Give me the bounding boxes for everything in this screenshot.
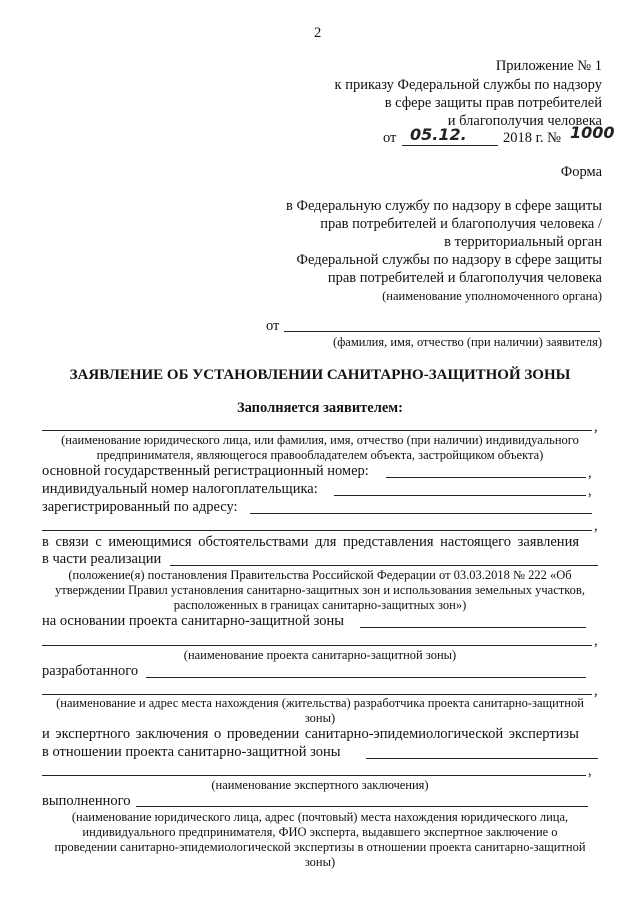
appendix-line-1: Приложение № 1	[495, 58, 602, 74]
appendix-line-2: к приказу Федеральной службы по надзору	[334, 77, 602, 93]
ogrn-field[interactable]	[386, 477, 586, 478]
addressee-line-2: прав потребителей и благополучия человека /	[320, 216, 602, 232]
inn-label: индивидуальный номер налогоплательщика:	[42, 481, 318, 497]
developer-caption-2: зоны)	[304, 711, 336, 725]
address-label: зарегистрированный по адресу:	[42, 499, 238, 515]
address-comma: ,	[594, 518, 598, 534]
circumstances-line-2: в части реализации	[42, 551, 162, 567]
applicant-name-field[interactable]	[42, 430, 592, 431]
ogrn-comma: ,	[588, 465, 592, 481]
expertise-field-1[interactable]	[366, 758, 598, 759]
year-text: 2018 г. №	[503, 130, 562, 146]
addressee-line-4: Федеральной службы по надзору в сфере защиты	[296, 252, 602, 268]
project-caption: (наименование проекта санитарно-защитной зоны)	[183, 648, 457, 662]
from-label: от	[266, 318, 280, 334]
project-field-1[interactable]	[360, 627, 586, 628]
performer-caption-3: проведении санитарно-эпидемиологической экспертизы в отношении проекта санитарно-защитной	[54, 840, 586, 854]
project-comma: ,	[594, 633, 598, 649]
appendix-line-3: в сфере защиты прав потребителей	[384, 95, 602, 111]
developed-label: разработанного	[42, 663, 139, 679]
expertise-field-2[interactable]	[42, 775, 586, 776]
addressee-line-5: прав потребителей и благополучия человека	[327, 270, 602, 286]
developer-field-2[interactable]	[42, 694, 592, 695]
addressee-line-1: в Федеральную службу по надзору в сфере защиты	[286, 198, 602, 214]
document-subtitle: Заполняется заявителем:	[236, 400, 404, 416]
expertise-line-2: в отношении проекта санитарно-защитной зоны	[42, 744, 341, 760]
performed-label: выполненного	[42, 793, 131, 809]
expertise-comma: ,	[588, 763, 592, 779]
inn-comma: ,	[588, 483, 592, 499]
performer-field[interactable]	[136, 806, 588, 807]
circumstances-caption-3: расположенных в границах санитарно-защитных зон»)	[173, 598, 467, 612]
expertise-line-1: и экспертного заключения о проведении санитарно-эпидемиологической экспертизы	[42, 726, 579, 742]
developer-comma: ,	[594, 683, 598, 699]
addressee-line-3: в территориальный орган	[444, 234, 602, 250]
from-caption: (фамилия, имя, отчество (при наличии) заявителя)	[333, 335, 602, 349]
project-field-2[interactable]	[42, 645, 592, 646]
applicant-caption-1: (наименование юридического лица, или фамилия, имя, отчество (при наличии) индивидуального	[61, 433, 579, 447]
from-field[interactable]	[284, 331, 600, 332]
form-label: Форма	[560, 164, 602, 180]
address-field-2[interactable]	[42, 530, 592, 531]
project-basis-label: на основании проекта санитарно-защитной зоны	[42, 613, 344, 629]
performer-caption-2: индивидуального предпринимателя, ФИО эксперта, выдавшего экспертное заключение о	[82, 825, 558, 839]
date-prefix: от	[383, 130, 397, 146]
expertise-caption: (наименование экспертного заключения)	[211, 778, 429, 792]
inn-field[interactable]	[334, 495, 586, 496]
page-number: 2	[314, 25, 322, 41]
ogrn-label: основной государственный регистрационный номер:	[42, 463, 369, 479]
applicant-comma: ,	[594, 419, 598, 435]
circumstances-caption-2: утверждении Правил установления санитарно-защитных зон и использования земельных участков,	[55, 583, 585, 597]
developer-caption-1: (наименование и адрес места нахождения (жительства) разработчика проекта санитарно-защитной	[56, 696, 584, 710]
address-field-1[interactable]	[250, 513, 592, 514]
performer-caption-4: зоны)	[304, 855, 336, 869]
appendix-line-4: и благополучия человека	[447, 113, 602, 129]
circumstances-line-1: в связи с имеющимися обстоятельствами для представления настоящего заявления	[42, 534, 579, 550]
date-underline	[402, 145, 498, 146]
document-title: ЗАЯВЛЕНИЕ ОБ УСТАНОВЛЕНИИ САНИТАРНО-ЗАЩИТНОЙ ЗОНЫ	[69, 367, 571, 383]
applicant-caption-2: предпринимателя, являющегося правообладателем объекта, застройщиком объекта)	[96, 448, 544, 462]
addressee-caption: (наименование уполномоченного органа)	[382, 289, 602, 303]
handwritten-number: 1000	[570, 123, 615, 142]
performer-caption-1: (наименование юридического лица, адрес (почтовый) места нахождения юридического лица,	[71, 810, 569, 824]
developer-field-1[interactable]	[146, 677, 586, 678]
regulation-field[interactable]	[170, 565, 598, 566]
circumstances-caption-1: (положение(я) постановления Правительства Российской Федерации от 03.03.2018 № 222 «Об	[68, 568, 572, 582]
handwritten-date: 05.12.	[410, 125, 467, 144]
